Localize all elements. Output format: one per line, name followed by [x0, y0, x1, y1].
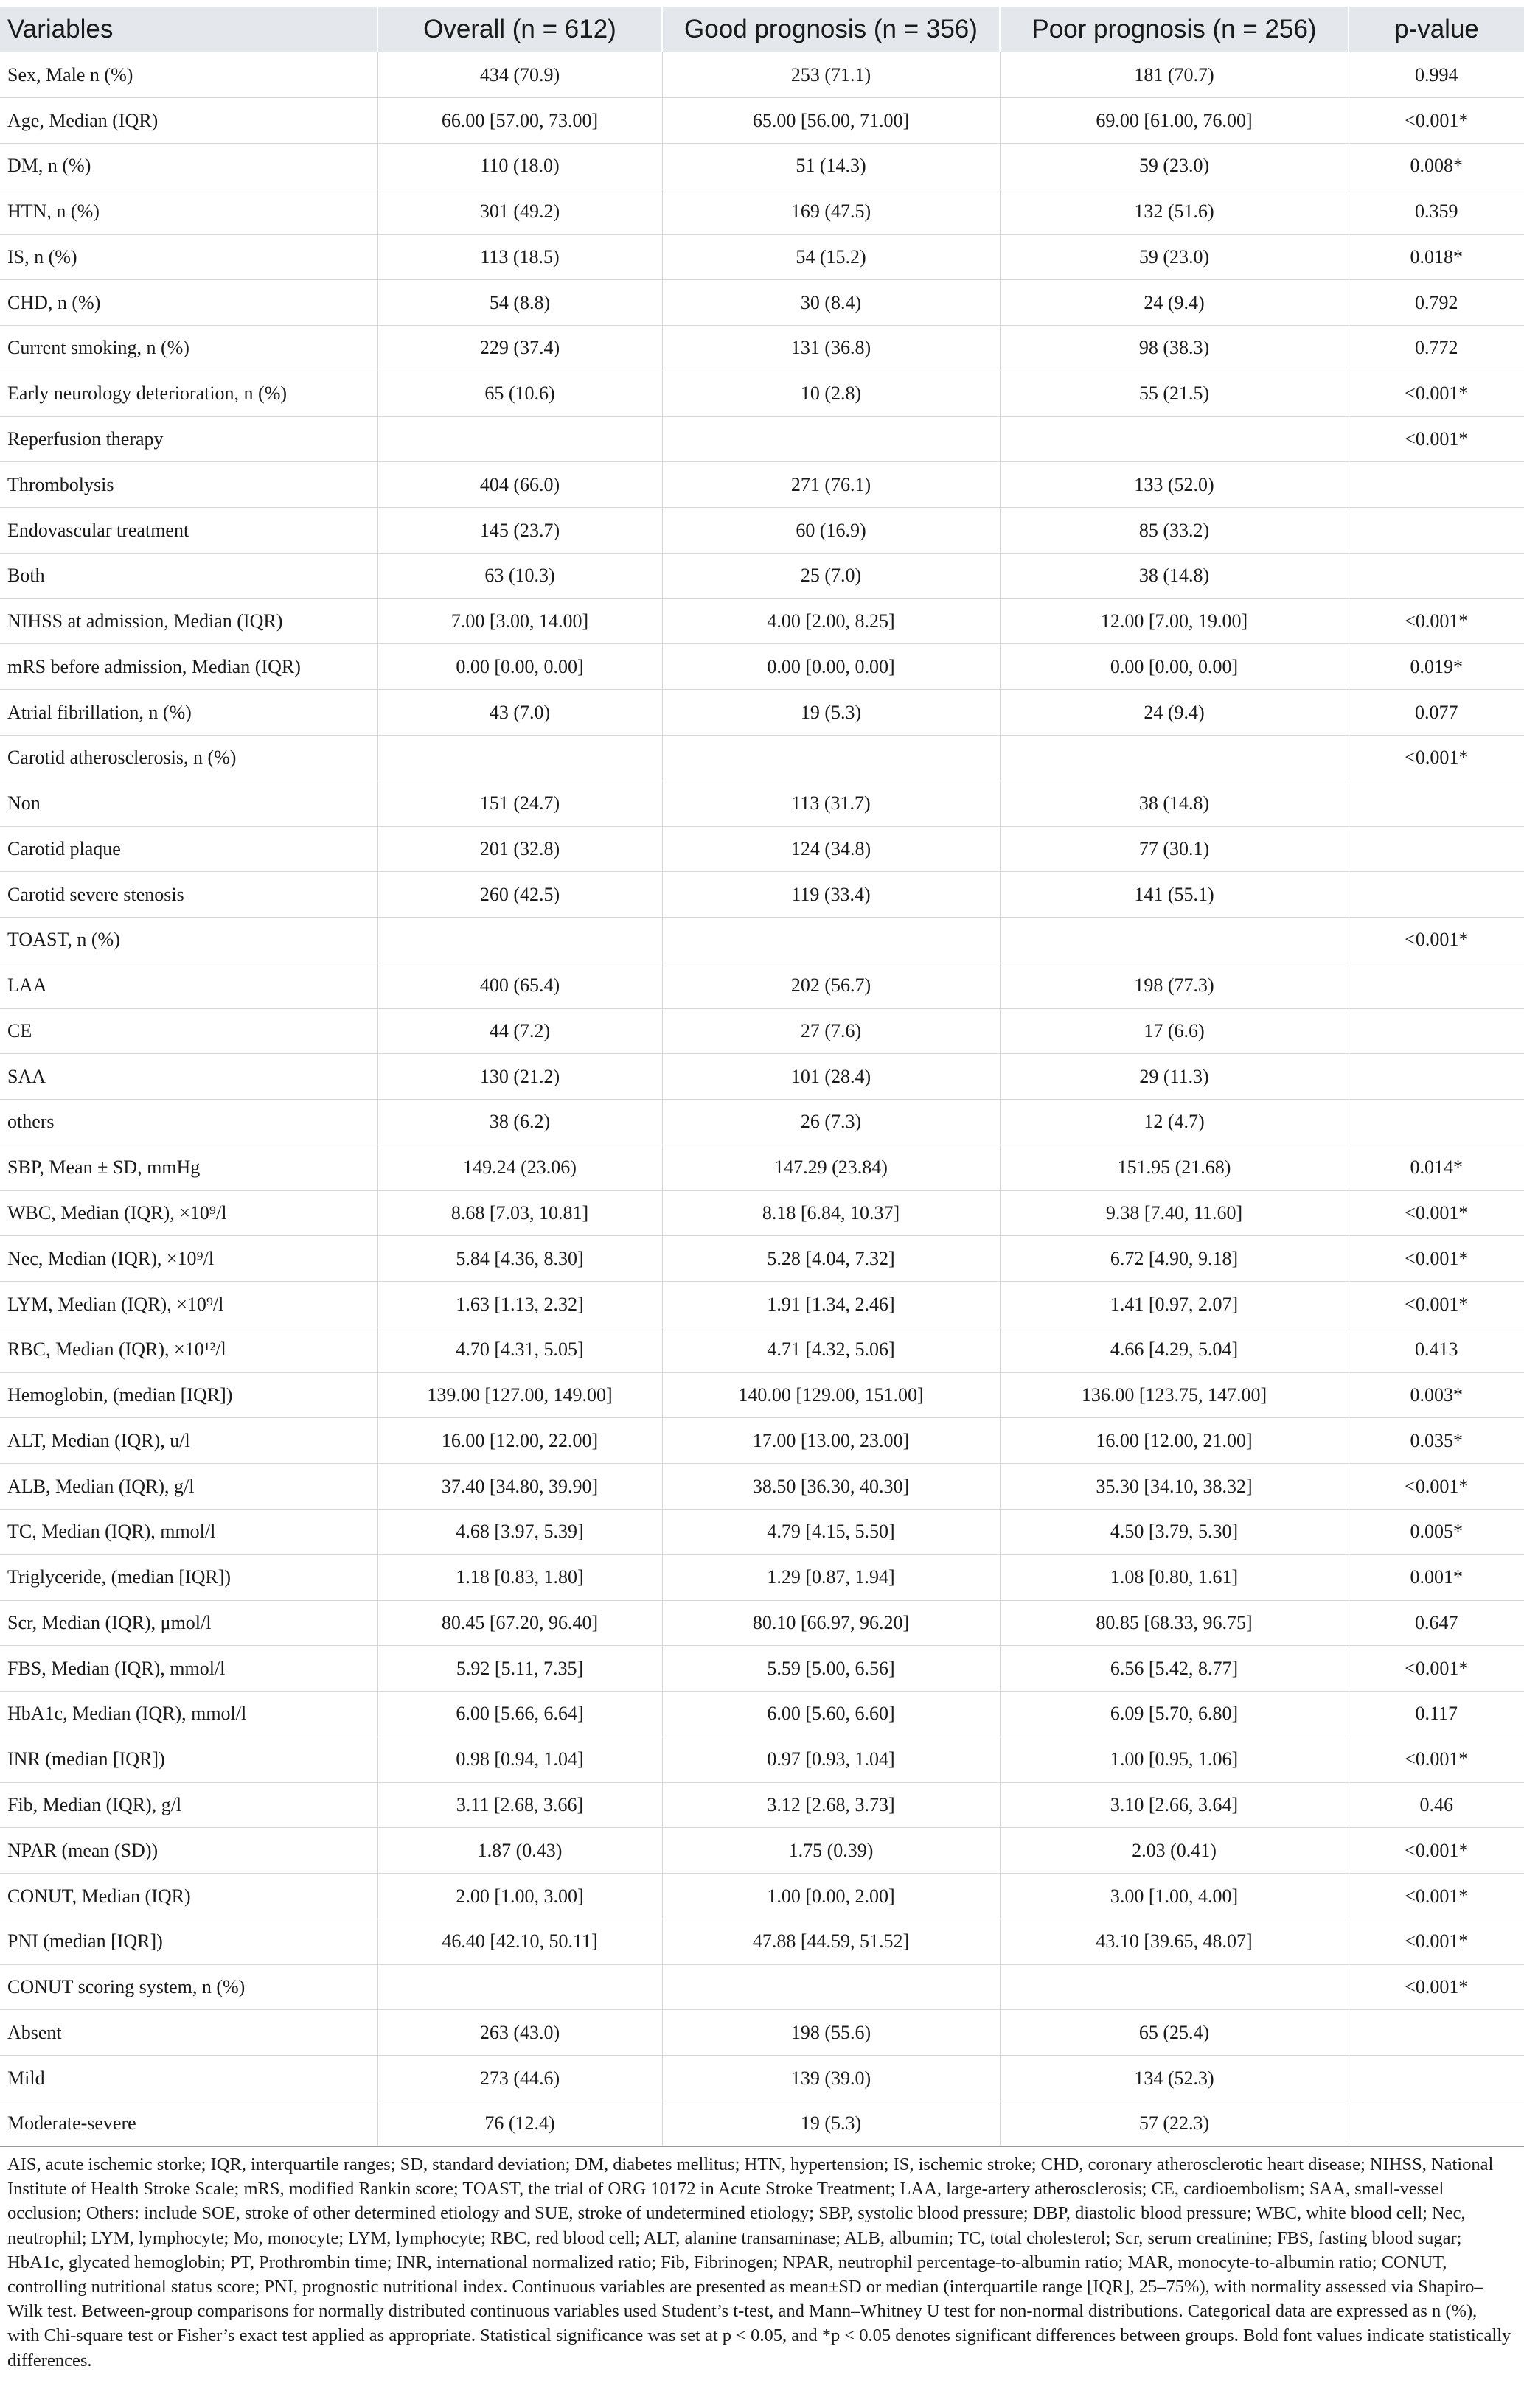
table-row — [0, 1874, 1524, 1919]
poor-prognosis-cell: 12.00 [7.00, 19.00] — [1000, 598, 1349, 644]
poor-prognosis-cell: 24 (9.4) — [1000, 280, 1349, 326]
variable-cell: NIHSS at admission, Median (IQR) — [0, 598, 377, 644]
header-overall: Overall (n = 612) — [377, 7, 662, 52]
p-value-cell: <0.001* — [1349, 1464, 1524, 1510]
poor-prognosis-cell: 136.00 [123.75, 147.00] — [1000, 1372, 1349, 1418]
overall-cell: 5.92 [5.11, 7.35] — [377, 1646, 662, 1692]
poor-prognosis-cell: 141 (55.1) — [1000, 872, 1349, 918]
poor-prognosis-cell — [1000, 1964, 1349, 2010]
table-row — [0, 735, 1524, 781]
good-prognosis-cell: 25 (7.0) — [662, 553, 1000, 598]
overall-cell: 260 (42.5) — [377, 872, 662, 918]
p-value-cell — [1349, 462, 1524, 508]
table-body — [0, 52, 1524, 2146]
p-value-cell: 0.003* — [1349, 1372, 1524, 1418]
good-prognosis-cell: 26 (7.3) — [662, 1100, 1000, 1145]
good-prognosis-cell — [662, 735, 1000, 781]
poor-prognosis-cell: 29 (11.3) — [1000, 1054, 1349, 1100]
good-prognosis-cell: 131 (36.8) — [662, 326, 1000, 371]
good-prognosis-cell: 19 (5.3) — [662, 2101, 1000, 2146]
p-value-cell: 0.772 — [1349, 326, 1524, 371]
overall-cell: 301 (49.2) — [377, 189, 662, 234]
good-prognosis-cell: 54 (15.2) — [662, 234, 1000, 280]
poor-prognosis-cell: 55 (21.5) — [1000, 371, 1349, 416]
overall-cell: 65 (10.6) — [377, 371, 662, 416]
good-prognosis-cell: 169 (47.5) — [662, 189, 1000, 234]
poor-prognosis-cell: 59 (23.0) — [1000, 144, 1349, 189]
table-row — [0, 416, 1524, 462]
good-prognosis-cell: 6.00 [5.60, 6.60] — [662, 1692, 1000, 1737]
overall-cell: 5.84 [4.36, 8.30] — [377, 1236, 662, 1282]
overall-cell: 1.63 [1.13, 2.32] — [377, 1282, 662, 1327]
poor-prognosis-cell: 181 (70.7) — [1000, 52, 1349, 98]
variable-cell: CONUT scoring system, n (%) — [0, 1964, 377, 2010]
poor-prognosis-cell: 24 (9.4) — [1000, 690, 1349, 736]
overall-cell: 130 (21.2) — [377, 1054, 662, 1100]
poor-prognosis-cell: 38 (14.8) — [1000, 781, 1349, 826]
variable-cell: others — [0, 1100, 377, 1145]
good-prognosis-cell: 202 (56.7) — [662, 963, 1000, 1008]
variable-cell: FBS, Median (IQR), mmol/l — [0, 1646, 377, 1692]
variable-cell: ALB, Median (IQR), g/l — [0, 1464, 377, 1510]
good-prognosis-cell: 8.18 [6.84, 10.37] — [662, 1190, 1000, 1236]
table-row — [0, 781, 1524, 826]
p-value-cell: 0.005* — [1349, 1510, 1524, 1555]
table-row — [0, 2101, 1524, 2146]
good-prognosis-cell: 0.00 [0.00, 0.00] — [662, 644, 1000, 690]
p-value-cell: 0.008* — [1349, 144, 1524, 189]
good-prognosis-cell: 1.00 [0.00, 2.00] — [662, 1874, 1000, 1919]
poor-prognosis-cell: 1.00 [0.95, 1.06] — [1000, 1737, 1349, 1782]
poor-prognosis-cell: 85 (33.2) — [1000, 508, 1349, 554]
variable-cell: LYM, Median (IQR), ×10⁹/l — [0, 1282, 377, 1327]
p-value-cell — [1349, 1054, 1524, 1100]
p-value-cell: <0.001* — [1349, 1919, 1524, 1964]
p-value-cell: <0.001* — [1349, 1874, 1524, 1919]
table-row — [0, 1418, 1524, 1464]
overall-cell: 54 (8.8) — [377, 280, 662, 326]
good-prognosis-cell: 17.00 [13.00, 23.00] — [662, 1418, 1000, 1464]
table-row — [0, 98, 1524, 144]
p-value-cell — [1349, 2010, 1524, 2056]
poor-prognosis-cell: 3.10 [2.66, 3.64] — [1000, 1782, 1349, 1828]
table-row — [0, 1554, 1524, 1600]
table-row — [0, 508, 1524, 554]
p-value-cell: 0.359 — [1349, 189, 1524, 234]
overall-cell: 7.00 [3.00, 14.00] — [377, 598, 662, 644]
good-prognosis-cell — [662, 416, 1000, 462]
poor-prognosis-cell: 65 (25.4) — [1000, 2010, 1349, 2056]
variable-cell: WBC, Median (IQR), ×10⁹/l — [0, 1190, 377, 1236]
variable-cell: Carotid severe stenosis — [0, 872, 377, 918]
table-row — [0, 598, 1524, 644]
variable-cell: Reperfusion therapy — [0, 416, 377, 462]
table-row — [0, 963, 1524, 1008]
good-prognosis-cell: 30 (8.4) — [662, 280, 1000, 326]
poor-prognosis-cell: 198 (77.3) — [1000, 963, 1349, 1008]
poor-prognosis-cell: 6.72 [4.90, 9.18] — [1000, 1236, 1349, 1282]
overall-cell: 38 (6.2) — [377, 1100, 662, 1145]
table-row — [0, 1282, 1524, 1327]
table-row — [0, 1145, 1524, 1190]
overall-cell: 1.18 [0.83, 1.80] — [377, 1554, 662, 1600]
table-row — [0, 1236, 1524, 1282]
overall-cell: 1.87 (0.43) — [377, 1828, 662, 1874]
p-value-cell: <0.001* — [1349, 1737, 1524, 1782]
table-row — [0, 1327, 1524, 1372]
good-prognosis-cell: 271 (76.1) — [662, 462, 1000, 508]
variable-cell: Atrial fibrillation, n (%) — [0, 690, 377, 736]
overall-cell: 145 (23.7) — [377, 508, 662, 554]
overall-cell: 16.00 [12.00, 22.00] — [377, 1418, 662, 1464]
poor-prognosis-cell: 133 (52.0) — [1000, 462, 1349, 508]
header-p-value: p-value — [1394, 15, 1479, 43]
overall-cell: 4.70 [4.31, 5.05] — [377, 1327, 662, 1372]
p-value-cell: 0.46 — [1349, 1782, 1524, 1828]
overall-cell: 66.00 [57.00, 73.00] — [377, 98, 662, 144]
variable-cell: Carotid atherosclerosis, n (%) — [0, 735, 377, 781]
variable-cell: PNI (median [IQR]) — [0, 1919, 377, 1964]
good-prognosis-cell: 5.28 [4.04, 7.32] — [662, 1236, 1000, 1282]
baseline-characteristics-table — [0, 7, 1524, 2147]
table-row — [0, 553, 1524, 598]
overall-cell: 151 (24.7) — [377, 781, 662, 826]
p-value-cell: 0.792 — [1349, 280, 1524, 326]
overall-cell: 37.40 [34.80, 39.90] — [377, 1464, 662, 1510]
table-row — [0, 1919, 1524, 1964]
poor-prognosis-cell: 98 (38.3) — [1000, 326, 1349, 371]
overall-cell: 44 (7.2) — [377, 1008, 662, 1054]
overall-cell — [377, 735, 662, 781]
variable-cell: LAA — [0, 963, 377, 1008]
poor-prognosis-cell: 77 (30.1) — [1000, 826, 1349, 872]
header-poor-prognosis: Poor prognosis (n = 256) — [1000, 7, 1349, 52]
variable-cell: Current smoking, n (%) — [0, 326, 377, 371]
good-prognosis-cell: 4.00 [2.00, 8.25] — [662, 598, 1000, 644]
overall-cell: 434 (70.9) — [377, 52, 662, 98]
p-value-cell — [1349, 826, 1524, 872]
poor-prognosis-cell: 0.00 [0.00, 0.00] — [1000, 644, 1349, 690]
good-prognosis-cell: 65.00 [56.00, 71.00] — [662, 98, 1000, 144]
table-row — [0, 1464, 1524, 1510]
p-value-cell: <0.001* — [1349, 918, 1524, 963]
overall-cell: 229 (37.4) — [377, 326, 662, 371]
table-row — [0, 690, 1524, 736]
good-prognosis-cell: 19 (5.3) — [662, 690, 1000, 736]
overall-cell: 80.45 [67.20, 96.40] — [377, 1600, 662, 1646]
table-row — [0, 1964, 1524, 2010]
p-value-cell — [1349, 963, 1524, 1008]
table-row — [0, 2056, 1524, 2101]
poor-prognosis-cell: 2.03 (0.41) — [1000, 1828, 1349, 1874]
p-value-cell: 0.019* — [1349, 644, 1524, 690]
good-prognosis-cell: 139 (39.0) — [662, 2056, 1000, 2101]
variable-cell: Age, Median (IQR) — [0, 98, 377, 144]
p-value-cell: <0.001* — [1349, 598, 1524, 644]
good-prognosis-cell: 1.75 (0.39) — [662, 1828, 1000, 1874]
p-value-cell — [1349, 1100, 1524, 1145]
table-row — [0, 1054, 1524, 1100]
p-value-cell — [1349, 553, 1524, 598]
table-row — [0, 52, 1524, 98]
good-prognosis-cell: 1.91 [1.34, 2.46] — [662, 1282, 1000, 1327]
poor-prognosis-cell: 38 (14.8) — [1000, 553, 1349, 598]
good-prognosis-cell: 101 (28.4) — [662, 1054, 1000, 1100]
good-prognosis-cell: 27 (7.6) — [662, 1008, 1000, 1054]
variable-cell: Hemoglobin, (median [IQR]) — [0, 1372, 377, 1418]
overall-cell: 139.00 [127.00, 149.00] — [377, 1372, 662, 1418]
good-prognosis-cell: 80.10 [66.97, 96.20] — [662, 1600, 1000, 1646]
poor-prognosis-cell: 6.09 [5.70, 6.80] — [1000, 1692, 1349, 1737]
variable-cell: Thrombolysis — [0, 462, 377, 508]
variable-cell: Non — [0, 781, 377, 826]
good-prognosis-cell — [662, 918, 1000, 963]
poor-prognosis-cell: 132 (51.6) — [1000, 189, 1349, 234]
header-good-prognosis: Good prognosis (n = 356) — [662, 7, 1000, 52]
overall-cell: 263 (43.0) — [377, 2010, 662, 2056]
p-value-cell: 0.035* — [1349, 1418, 1524, 1464]
table-row — [0, 1646, 1524, 1692]
overall-cell: 400 (65.4) — [377, 963, 662, 1008]
variable-cell: Carotid plaque — [0, 826, 377, 872]
poor-prognosis-cell — [1000, 735, 1349, 781]
overall-cell: 76 (12.4) — [377, 2101, 662, 2146]
p-value-cell: 0.994 — [1349, 52, 1524, 98]
good-prognosis-cell: 124 (34.8) — [662, 826, 1000, 872]
p-value-cell: <0.001* — [1349, 1236, 1524, 1282]
overall-cell: 6.00 [5.66, 6.64] — [377, 1692, 662, 1737]
overall-cell: 8.68 [7.03, 10.81] — [377, 1190, 662, 1236]
variable-cell: Early neurology deterioration, n (%) — [0, 371, 377, 416]
table-row — [0, 644, 1524, 690]
variable-cell: NPAR (mean (SD)) — [0, 1828, 377, 1874]
header-variables: Variables — [0, 7, 377, 52]
p-value-cell: <0.001* — [1349, 1964, 1524, 2010]
good-prognosis-cell: 0.97 [0.93, 1.04] — [662, 1737, 1000, 1782]
poor-prognosis-cell: 80.85 [68.33, 96.75] — [1000, 1600, 1349, 1646]
poor-prognosis-cell: 16.00 [12.00, 21.00] — [1000, 1418, 1349, 1464]
table-row — [0, 234, 1524, 280]
poor-prognosis-cell: 134 (52.3) — [1000, 2056, 1349, 2101]
good-prognosis-cell: 113 (31.7) — [662, 781, 1000, 826]
overall-cell — [377, 918, 662, 963]
variable-cell: CHD, n (%) — [0, 280, 377, 326]
p-value-cell — [1349, 2101, 1524, 2146]
overall-cell: 113 (18.5) — [377, 234, 662, 280]
p-value-cell: <0.001* — [1349, 735, 1524, 781]
variable-cell: Moderate-severe — [0, 2101, 377, 2146]
poor-prognosis-cell — [1000, 918, 1349, 963]
poor-prognosis-cell — [1000, 416, 1349, 462]
p-value-cell — [1349, 2056, 1524, 2101]
p-value-cell: <0.001* — [1349, 416, 1524, 462]
overall-cell: 3.11 [2.68, 3.66] — [377, 1782, 662, 1828]
table-row — [0, 1782, 1524, 1828]
poor-prognosis-cell: 43.10 [39.65, 48.07] — [1000, 1919, 1349, 1964]
table-row — [0, 1008, 1524, 1054]
p-value-cell: <0.001* — [1349, 98, 1524, 144]
good-prognosis-cell: 10 (2.8) — [662, 371, 1000, 416]
poor-prognosis-cell: 9.38 [7.40, 11.60] — [1000, 1190, 1349, 1236]
table-row — [0, 918, 1524, 963]
table-header-row — [0, 7, 1524, 52]
p-value-cell: <0.001* — [1349, 1646, 1524, 1692]
p-value-cell: 0.413 — [1349, 1327, 1524, 1372]
overall-cell: 46.40 [42.10, 50.11] — [377, 1919, 662, 1964]
table-row — [0, 189, 1524, 234]
table-row — [0, 144, 1524, 189]
poor-prognosis-cell: 57 (22.3) — [1000, 2101, 1349, 2146]
p-value-cell: <0.001* — [1349, 371, 1524, 416]
overall-cell: 201 (32.8) — [377, 826, 662, 872]
poor-prognosis-cell: 1.08 [0.80, 1.61] — [1000, 1554, 1349, 1600]
p-value-cell: <0.001* — [1349, 1828, 1524, 1874]
p-value-cell: <0.001* — [1349, 1282, 1524, 1327]
good-prognosis-cell: 4.79 [4.15, 5.50] — [662, 1510, 1000, 1555]
good-prognosis-cell: 140.00 [129.00, 151.00] — [662, 1372, 1000, 1418]
table-footnote: AIS, acute ischemic storke; IQR, interquartile ranges; SD, standard deviation; DM, diabetes mellitus; HTN, hypertension; IS, ischemic stroke; CHD, coronary atherosclerotic heart disease; NIHSS, National Institute of Health Stroke Scale; mRS, modified Rankin score; TOAST, the trial of ORG 10172 in Acute Stroke Treatment; LAA, large-artery atherosclerosis; CE, cardioembolism; SAA, small-vessel occlusion; Others: include SOE, stroke of other determined etiology and SUE, stroke of undetermined etiology; SBP, systolic blood pressure; DBP, diastolic blood pressure; WBC, white blood cell; Nec, neutrophil; LYM, lymphocyte; Mo, monocyte; LYM, lymphocyte; RBC, red blood cell; ALT, alanine transaminase; ALB, albumin; TC, total cholesterol; Scr, serum creatinine; FBS, fasting blood sugar; HbA1c, glycated hemoglobin; PT, Prothrombin time; INR, international normalized ratio; Fib, Fibrinogen; NPAR, neutrophil percentage-to-albumin ratio; MAR, monocyte-to-albumin ratio; CONUT, controlling nutritional status score; PNI, prognostic nutritional index. Continuous variables are presented as mean±SD or median (interquartile range [IQR], 25–75%), with normality assessed via Shapiro–Wilk test. Between-group comparisons for normally distributed continuous variables used Student’s t-test, and Mann–Whitney U test for non-normal distributions. Categorical data are expressed as n (%), with Chi-square test or Fisher’s exact test applied as appropriate. Statistical significance was set at p < 0.05, and *p < 0.05 denotes significant differences between groups. Bold font values indicate statistically differences. — [7, 2154, 1511, 2370]
variable-cell: Absent — [0, 2010, 377, 2056]
good-prognosis-cell: 253 (71.1) — [662, 52, 1000, 98]
table-row — [0, 872, 1524, 918]
p-value-cell: 0.014* — [1349, 1145, 1524, 1190]
good-prognosis-cell: 51 (14.3) — [662, 144, 1000, 189]
variable-cell: DM, n (%) — [0, 144, 377, 189]
variable-cell: RBC, Median (IQR), ×10¹²/l — [0, 1327, 377, 1372]
table-row — [0, 326, 1524, 371]
variable-cell: SAA — [0, 1054, 377, 1100]
table-row — [0, 1372, 1524, 1418]
p-value-cell: 0.077 — [1349, 690, 1524, 736]
overall-cell: 0.00 [0.00, 0.00] — [377, 644, 662, 690]
good-prognosis-cell: 60 (16.9) — [662, 508, 1000, 554]
variable-cell: IS, n (%) — [0, 234, 377, 280]
poor-prognosis-cell: 59 (23.0) — [1000, 234, 1349, 280]
variable-cell: Mild — [0, 2056, 377, 2101]
variable-cell: SBP, Mean ± SD, mmHg — [0, 1145, 377, 1190]
table-row — [0, 1737, 1524, 1782]
overall-cell: 404 (66.0) — [377, 462, 662, 508]
good-prognosis-cell — [662, 1964, 1000, 2010]
poor-prognosis-cell: 6.56 [5.42, 8.77] — [1000, 1646, 1349, 1692]
poor-prognosis-cell: 3.00 [1.00, 4.00] — [1000, 1874, 1349, 1919]
poor-prognosis-cell: 35.30 [34.10, 38.32] — [1000, 1464, 1349, 1510]
variable-cell: Nec, Median (IQR), ×10⁹/l — [0, 1236, 377, 1282]
good-prognosis-cell: 147.29 (23.84) — [662, 1145, 1000, 1190]
p-value-cell: <0.001* — [1349, 1190, 1524, 1236]
table-row — [0, 1828, 1524, 1874]
variable-cell: Both — [0, 553, 377, 598]
variable-cell: TOAST, n (%) — [0, 918, 377, 963]
good-prognosis-cell: 4.71 [4.32, 5.06] — [662, 1327, 1000, 1372]
p-value-cell: 0.117 — [1349, 1692, 1524, 1737]
p-value-cell — [1349, 1008, 1524, 1054]
p-value-cell: 0.647 — [1349, 1600, 1524, 1646]
variable-cell: CONUT, Median (IQR) — [0, 1874, 377, 1919]
good-prognosis-cell: 38.50 [36.30, 40.30] — [662, 1464, 1000, 1510]
overall-cell — [377, 1964, 662, 2010]
p-value-cell — [1349, 781, 1524, 826]
variable-cell: Sex, Male n (%) — [0, 52, 377, 98]
variable-cell: Fib, Median (IQR), g/l — [0, 1782, 377, 1828]
overall-cell: 63 (10.3) — [377, 553, 662, 598]
overall-cell: 43 (7.0) — [377, 690, 662, 736]
p-value-cell: 0.001* — [1349, 1554, 1524, 1600]
p-value-cell — [1349, 872, 1524, 918]
table-row — [0, 371, 1524, 416]
poor-prognosis-cell: 12 (4.7) — [1000, 1100, 1349, 1145]
variable-cell: TC, Median (IQR), mmol/l — [0, 1510, 377, 1555]
table-row — [0, 1600, 1524, 1646]
variable-cell: Triglyceride, (median [IQR]) — [0, 1554, 377, 1600]
overall-cell — [377, 416, 662, 462]
variable-cell: Scr, Median (IQR), μmol/l — [0, 1600, 377, 1646]
good-prognosis-cell: 47.88 [44.59, 51.52] — [662, 1919, 1000, 1964]
overall-cell: 110 (18.0) — [377, 144, 662, 189]
table-row — [0, 1510, 1524, 1555]
table-row — [0, 280, 1524, 326]
variable-cell: Endovascular treatment — [0, 508, 377, 554]
table-row — [0, 1100, 1524, 1145]
good-prognosis-cell: 5.59 [5.00, 6.56] — [662, 1646, 1000, 1692]
overall-cell: 2.00 [1.00, 3.00] — [377, 1874, 662, 1919]
poor-prognosis-cell: 4.66 [4.29, 5.04] — [1000, 1327, 1349, 1372]
overall-cell: 0.98 [0.94, 1.04] — [377, 1737, 662, 1782]
poor-prognosis-cell: 151.95 (21.68) — [1000, 1145, 1349, 1190]
p-value-cell: 0.018* — [1349, 234, 1524, 280]
table-row — [0, 826, 1524, 872]
table-row — [0, 1190, 1524, 1236]
variable-cell: INR (median [IQR]) — [0, 1737, 377, 1782]
good-prognosis-cell: 3.12 [2.68, 3.73] — [662, 1782, 1000, 1828]
variable-cell: HTN, n (%) — [0, 189, 377, 234]
overall-cell: 273 (44.6) — [377, 2056, 662, 2101]
variable-cell: HbA1c, Median (IQR), mmol/l — [0, 1692, 377, 1737]
table-row — [0, 1692, 1524, 1737]
good-prognosis-cell: 198 (55.6) — [662, 2010, 1000, 2056]
poor-prognosis-cell: 17 (6.6) — [1000, 1008, 1349, 1054]
table-row — [0, 2010, 1524, 2056]
good-prognosis-cell: 1.29 [0.87, 1.94] — [662, 1554, 1000, 1600]
variable-cell: mRS before admission, Median (IQR) — [0, 644, 377, 690]
poor-prognosis-cell: 1.41 [0.97, 2.07] — [1000, 1282, 1349, 1327]
overall-cell: 4.68 [3.97, 5.39] — [377, 1510, 662, 1555]
poor-prognosis-cell: 69.00 [61.00, 76.00] — [1000, 98, 1349, 144]
poor-prognosis-cell: 4.50 [3.79, 5.30] — [1000, 1510, 1349, 1555]
table-row — [0, 462, 1524, 508]
good-prognosis-cell: 119 (33.4) — [662, 872, 1000, 918]
variable-cell: ALT, Median (IQR), u/l — [0, 1418, 377, 1464]
variable-cell: CE — [0, 1008, 377, 1054]
p-value-cell — [1349, 508, 1524, 554]
overall-cell: 149.24 (23.06) — [377, 1145, 662, 1190]
